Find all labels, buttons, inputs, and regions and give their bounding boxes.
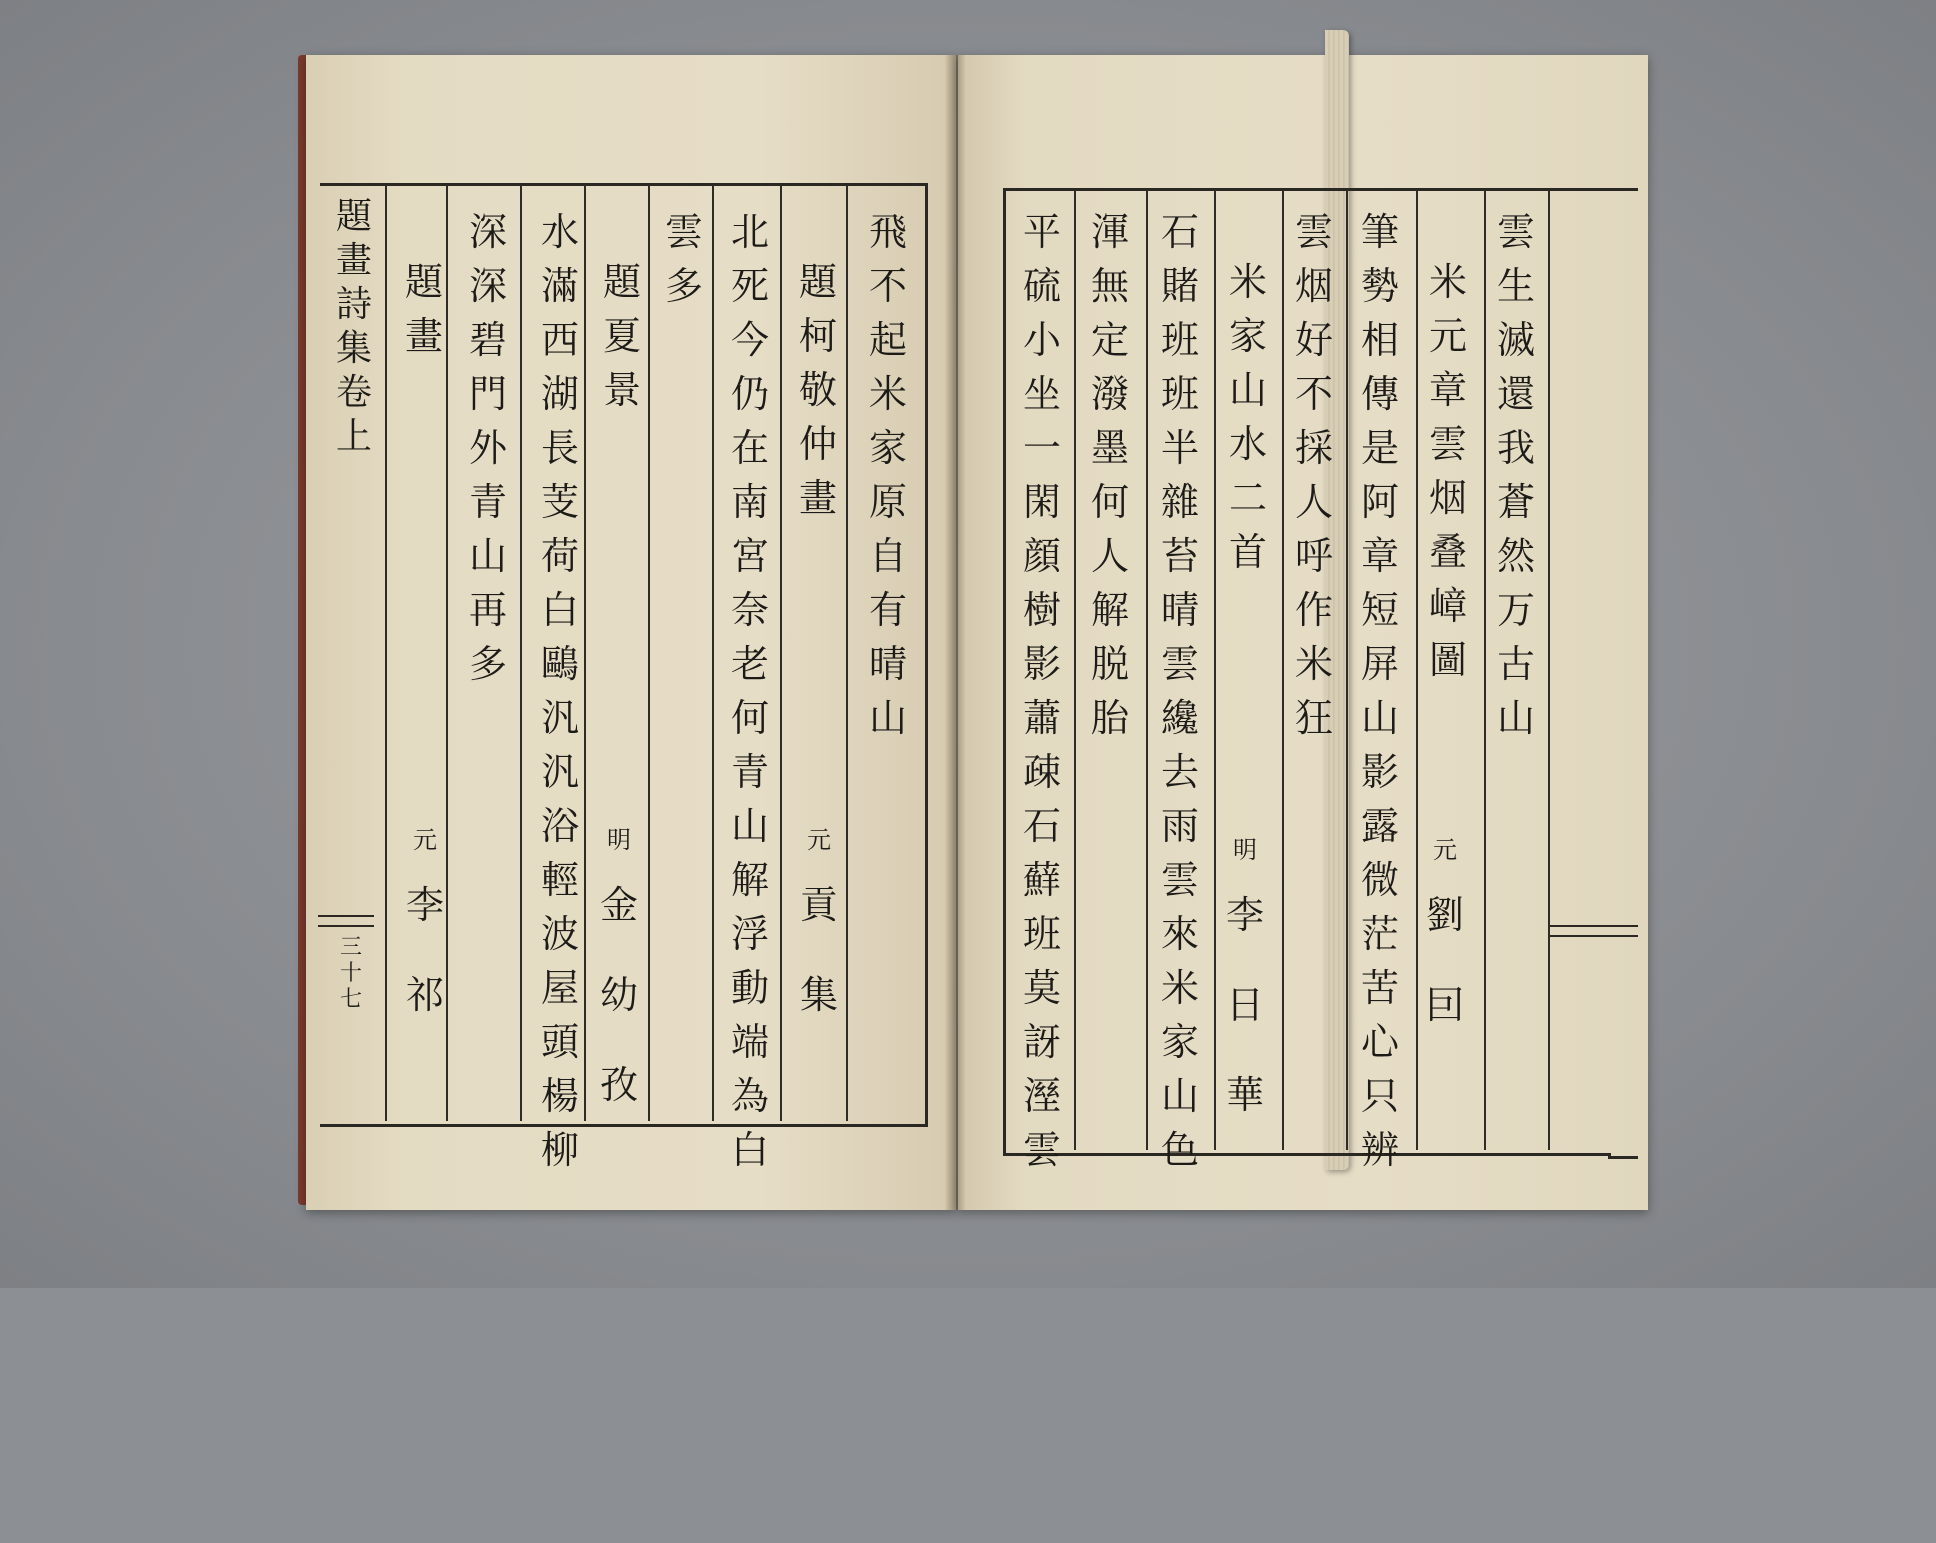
glyph: 米 bbox=[1160, 966, 1199, 1010]
glyph: 芰 bbox=[540, 480, 579, 524]
glyph: 十 bbox=[340, 961, 363, 986]
glyph: 自 bbox=[868, 534, 907, 578]
column-rule bbox=[520, 185, 522, 1121]
glyph: 畫 bbox=[798, 476, 837, 520]
glyph: 李 bbox=[1226, 893, 1265, 937]
glyph: 囙 bbox=[1426, 983, 1465, 1027]
glyph: 多 bbox=[664, 264, 703, 308]
column-rule bbox=[1548, 190, 1550, 1150]
author-name bbox=[800, 860, 838, 1040]
author-name bbox=[600, 860, 638, 1130]
glyph: 米 bbox=[1428, 260, 1467, 304]
column-rule bbox=[1416, 190, 1418, 1150]
glyph: 宮 bbox=[730, 534, 769, 578]
glyph: 死 bbox=[730, 264, 769, 308]
glyph: 何 bbox=[730, 696, 769, 740]
glyph: 雲 bbox=[1496, 210, 1535, 254]
glyph: 班 bbox=[1022, 912, 1061, 956]
glyph: 南 bbox=[730, 480, 769, 524]
column-rule bbox=[712, 185, 714, 1121]
glyph: 纔 bbox=[1160, 696, 1199, 740]
glyph: 小 bbox=[1022, 318, 1061, 362]
glyph: 坐 bbox=[1022, 372, 1061, 416]
glyph: 山 bbox=[468, 534, 507, 578]
glyph: 是 bbox=[1360, 426, 1399, 470]
text-column bbox=[866, 205, 910, 1493]
glyph: 山 bbox=[1228, 368, 1267, 412]
glyph: 辨 bbox=[1360, 1128, 1399, 1172]
author-era: 明 bbox=[1233, 836, 1257, 864]
column-rule bbox=[584, 185, 586, 1121]
glyph: 端 bbox=[730, 1020, 769, 1064]
glyph: 屏 bbox=[1360, 642, 1399, 686]
glyph: 卷 bbox=[336, 372, 373, 413]
glyph: 飛 bbox=[868, 210, 907, 254]
text-column bbox=[1020, 205, 1064, 1493]
glyph: 仍 bbox=[730, 372, 769, 416]
glyph: 外 bbox=[468, 426, 507, 470]
glyph: 長 bbox=[540, 426, 579, 470]
glyph: 山 bbox=[730, 804, 769, 848]
glyph: 班 bbox=[1160, 318, 1199, 362]
author-name bbox=[406, 860, 444, 1040]
glyph: 輕 bbox=[540, 858, 579, 902]
glyph: 平 bbox=[1022, 210, 1061, 254]
column-rule bbox=[1346, 190, 1348, 1150]
author-era: 元 bbox=[1433, 836, 1457, 864]
glyph: 劉 bbox=[1426, 893, 1465, 937]
glyph: 影 bbox=[1022, 642, 1061, 686]
glyph: 柯 bbox=[798, 314, 837, 358]
glyph: 莫 bbox=[1022, 966, 1061, 1010]
glyph: 屋 bbox=[540, 966, 579, 1010]
glyph: 作 bbox=[1294, 588, 1333, 632]
book-cover-edge bbox=[298, 55, 306, 1205]
glyph: 樹 bbox=[1022, 588, 1061, 632]
glyph: 汎 bbox=[540, 696, 579, 740]
glyph: 不 bbox=[868, 264, 907, 308]
glyph: 集 bbox=[336, 328, 373, 369]
glyph: 色 bbox=[1160, 1128, 1199, 1172]
glyph: 露 bbox=[1360, 804, 1399, 848]
glyph: 微 bbox=[1360, 858, 1399, 902]
glyph: 夏 bbox=[602, 314, 641, 358]
glyph: 叠 bbox=[1428, 530, 1467, 574]
glyph: 題 bbox=[404, 260, 443, 304]
glyph: 阿 bbox=[1360, 480, 1399, 524]
glyph: 碧 bbox=[468, 318, 507, 362]
column-rule bbox=[1214, 190, 1216, 1150]
glyph: 還 bbox=[1496, 372, 1535, 416]
glyph: 万 bbox=[1496, 588, 1535, 632]
glyph: 呼 bbox=[1294, 534, 1333, 578]
glyph: 頭 bbox=[540, 1020, 579, 1064]
glyph: 西 bbox=[540, 318, 579, 362]
glyph: 集 bbox=[800, 973, 839, 1017]
glyph: 上 bbox=[336, 416, 373, 457]
text-column bbox=[1358, 205, 1402, 1493]
author-name bbox=[1226, 870, 1264, 1140]
glyph: 解 bbox=[1090, 588, 1129, 632]
glyph: 潑 bbox=[1090, 372, 1129, 416]
column-rule bbox=[780, 185, 782, 1121]
glyph: 半 bbox=[1160, 426, 1199, 470]
glyph: 湖 bbox=[540, 372, 579, 416]
glyph: 奈 bbox=[730, 588, 769, 632]
glyph: 閑 bbox=[1022, 480, 1061, 524]
glyph: 雲 bbox=[664, 210, 703, 254]
glyph: 動 bbox=[730, 966, 769, 1010]
glyph: 然 bbox=[1496, 534, 1535, 578]
glyph: 元 bbox=[1428, 314, 1467, 358]
author-attribution bbox=[800, 820, 838, 1040]
book-gutter bbox=[945, 55, 965, 1210]
glyph: 仲 bbox=[798, 422, 837, 466]
margin-divider bbox=[1548, 925, 1638, 937]
glyph: 浮 bbox=[730, 912, 769, 956]
glyph: 無 bbox=[1090, 264, 1129, 308]
glyph: 日 bbox=[1226, 983, 1265, 1027]
glyph: 門 bbox=[468, 372, 507, 416]
glyph: 鷗 bbox=[540, 642, 579, 686]
glyph: 畫 bbox=[404, 314, 443, 358]
glyph: 題 bbox=[798, 260, 837, 304]
column-rule bbox=[385, 185, 387, 1121]
glyph: 雜 bbox=[1160, 480, 1199, 524]
column-rule bbox=[1146, 190, 1148, 1150]
glyph: 楊 bbox=[540, 1074, 579, 1118]
glyph: 畫 bbox=[336, 240, 373, 281]
glyph: 二 bbox=[1228, 476, 1267, 520]
glyph: 白 bbox=[540, 588, 579, 632]
glyph: 在 bbox=[730, 426, 769, 470]
glyph: 雲 bbox=[1160, 858, 1199, 902]
glyph: 老 bbox=[730, 642, 769, 686]
glyph: 苦 bbox=[1360, 966, 1399, 1010]
glyph: 賭 bbox=[1160, 264, 1199, 308]
glyph: 汎 bbox=[540, 750, 579, 794]
margin-title bbox=[336, 195, 372, 459]
text-column bbox=[662, 205, 706, 1493]
glyph: 採 bbox=[1294, 426, 1333, 470]
column-rule bbox=[1074, 190, 1076, 1150]
glyph: 定 bbox=[1090, 318, 1129, 362]
glyph: 筆 bbox=[1360, 210, 1399, 254]
glyph: 深 bbox=[468, 210, 507, 254]
glyph: 雲 bbox=[1428, 422, 1467, 466]
glyph: 硫 bbox=[1022, 264, 1061, 308]
glyph: 訝 bbox=[1022, 1020, 1061, 1064]
glyph: 傳 bbox=[1360, 372, 1399, 416]
glyph: 勢 bbox=[1360, 264, 1399, 308]
text-column bbox=[538, 205, 582, 1493]
author-attribution bbox=[406, 820, 444, 1040]
glyph: 溼 bbox=[1022, 1074, 1061, 1118]
author-era: 元 bbox=[807, 826, 831, 854]
glyph: 來 bbox=[1160, 912, 1199, 956]
glyph: 再 bbox=[468, 588, 507, 632]
text-column bbox=[1494, 205, 1538, 1493]
glyph: 嶂 bbox=[1428, 584, 1467, 628]
glyph: 脱 bbox=[1090, 642, 1129, 686]
glyph: 茫 bbox=[1360, 912, 1399, 956]
glyph: 多 bbox=[468, 642, 507, 686]
author-attribution bbox=[1426, 830, 1464, 1050]
margin-divider bbox=[318, 915, 374, 927]
column-rule bbox=[846, 185, 848, 1121]
glyph: 一 bbox=[1022, 426, 1061, 470]
glyph: 孜 bbox=[600, 1063, 639, 1107]
author-era: 明 bbox=[607, 826, 631, 854]
glyph: 家 bbox=[1228, 314, 1267, 358]
glyph: 疎 bbox=[1022, 750, 1061, 794]
glyph: 雲 bbox=[1022, 1128, 1061, 1172]
glyph: 山 bbox=[1496, 696, 1535, 740]
glyph: 不 bbox=[1294, 372, 1333, 416]
glyph: 烟 bbox=[1428, 476, 1467, 520]
glyph: 去 bbox=[1160, 750, 1199, 794]
glyph: 貢 bbox=[800, 883, 839, 927]
glyph: 班 bbox=[1160, 372, 1199, 416]
glyph: 有 bbox=[868, 588, 907, 632]
glyph: 渾 bbox=[1090, 210, 1129, 254]
glyph: 墨 bbox=[1090, 426, 1129, 470]
glyph: 章 bbox=[1360, 534, 1399, 578]
glyph: 白 bbox=[730, 1128, 769, 1172]
glyph: 敬 bbox=[798, 368, 837, 412]
column-rule bbox=[648, 185, 650, 1121]
glyph: 石 bbox=[1160, 210, 1199, 254]
glyph: 山 bbox=[868, 696, 907, 740]
glyph: 柳 bbox=[540, 1128, 579, 1172]
glyph: 青 bbox=[468, 480, 507, 524]
glyph: 浴 bbox=[540, 804, 579, 848]
glyph: 波 bbox=[540, 912, 579, 956]
glyph: 為 bbox=[730, 1074, 769, 1118]
author-name bbox=[1426, 870, 1464, 1050]
glyph: 家 bbox=[1160, 1020, 1199, 1064]
glyph: 景 bbox=[602, 368, 641, 412]
glyph: 何 bbox=[1090, 480, 1129, 524]
text-column bbox=[1292, 205, 1336, 1493]
glyph: 好 bbox=[1294, 318, 1333, 362]
author-era: 元 bbox=[413, 826, 437, 854]
glyph: 米 bbox=[1228, 260, 1267, 304]
glyph: 晴 bbox=[1160, 588, 1199, 632]
glyph: 古 bbox=[1496, 642, 1535, 686]
glyph: 人 bbox=[1090, 534, 1129, 578]
glyph: 晴 bbox=[868, 642, 907, 686]
glyph: 蘚 bbox=[1022, 858, 1061, 902]
glyph: 苔 bbox=[1160, 534, 1199, 578]
glyph: 烟 bbox=[1294, 264, 1333, 308]
glyph: 青 bbox=[730, 750, 769, 794]
glyph: 詩 bbox=[336, 284, 373, 325]
glyph: 顔 bbox=[1022, 534, 1061, 578]
glyph: 水 bbox=[1228, 422, 1267, 466]
glyph: 解 bbox=[730, 858, 769, 902]
folio-number bbox=[340, 935, 362, 1013]
column-rule bbox=[446, 185, 448, 1121]
glyph: 影 bbox=[1360, 750, 1399, 794]
glyph: 山 bbox=[1160, 1074, 1199, 1118]
glyph: 人 bbox=[1294, 480, 1333, 524]
glyph: 家 bbox=[868, 426, 907, 470]
glyph: 雲 bbox=[1294, 210, 1333, 254]
glyph: 題 bbox=[336, 196, 373, 237]
glyph: 深 bbox=[468, 264, 507, 308]
glyph: 荷 bbox=[540, 534, 579, 578]
glyph: 今 bbox=[730, 318, 769, 362]
glyph: 七 bbox=[340, 987, 363, 1012]
glyph: 華 bbox=[1226, 1073, 1265, 1117]
glyph: 金 bbox=[600, 883, 639, 927]
glyph: 北 bbox=[730, 210, 769, 254]
text-column bbox=[1158, 205, 1202, 1493]
glyph: 石 bbox=[1022, 804, 1061, 848]
glyph: 心 bbox=[1360, 1020, 1399, 1064]
text-column bbox=[466, 205, 510, 1493]
glyph: 水 bbox=[540, 210, 579, 254]
glyph: 只 bbox=[1360, 1074, 1399, 1118]
glyph: 米 bbox=[1294, 642, 1333, 686]
glyph: 章 bbox=[1428, 368, 1467, 412]
glyph: 蕭 bbox=[1022, 696, 1061, 740]
glyph: 圖 bbox=[1428, 638, 1467, 682]
glyph: 祁 bbox=[406, 973, 445, 1017]
column-rule bbox=[1484, 190, 1486, 1150]
text-column bbox=[728, 205, 772, 1493]
glyph: 題 bbox=[602, 260, 641, 304]
glyph: 雨 bbox=[1160, 804, 1199, 848]
glyph: 短 bbox=[1360, 588, 1399, 632]
glyph: 起 bbox=[868, 318, 907, 362]
glyph: 三 bbox=[340, 935, 363, 960]
right-frame-extension bbox=[1608, 188, 1638, 1159]
glyph: 狂 bbox=[1294, 696, 1333, 740]
glyph: 胎 bbox=[1090, 696, 1129, 740]
glyph: 滅 bbox=[1496, 318, 1535, 362]
glyph: 相 bbox=[1360, 318, 1399, 362]
glyph: 幼 bbox=[600, 973, 639, 1017]
author-attribution bbox=[600, 820, 638, 1130]
glyph: 雲 bbox=[1160, 642, 1199, 686]
glyph: 蒼 bbox=[1496, 480, 1535, 524]
glyph: 生 bbox=[1496, 264, 1535, 308]
author-attribution bbox=[1226, 830, 1264, 1140]
glyph: 我 bbox=[1496, 426, 1535, 470]
glyph: 滿 bbox=[540, 264, 579, 308]
column-rule bbox=[1282, 190, 1284, 1150]
text-column bbox=[1088, 205, 1132, 1493]
glyph: 山 bbox=[1360, 696, 1399, 740]
glyph: 首 bbox=[1228, 530, 1267, 574]
glyph: 米 bbox=[868, 372, 907, 416]
glyph: 原 bbox=[868, 480, 907, 524]
glyph: 李 bbox=[406, 883, 445, 927]
